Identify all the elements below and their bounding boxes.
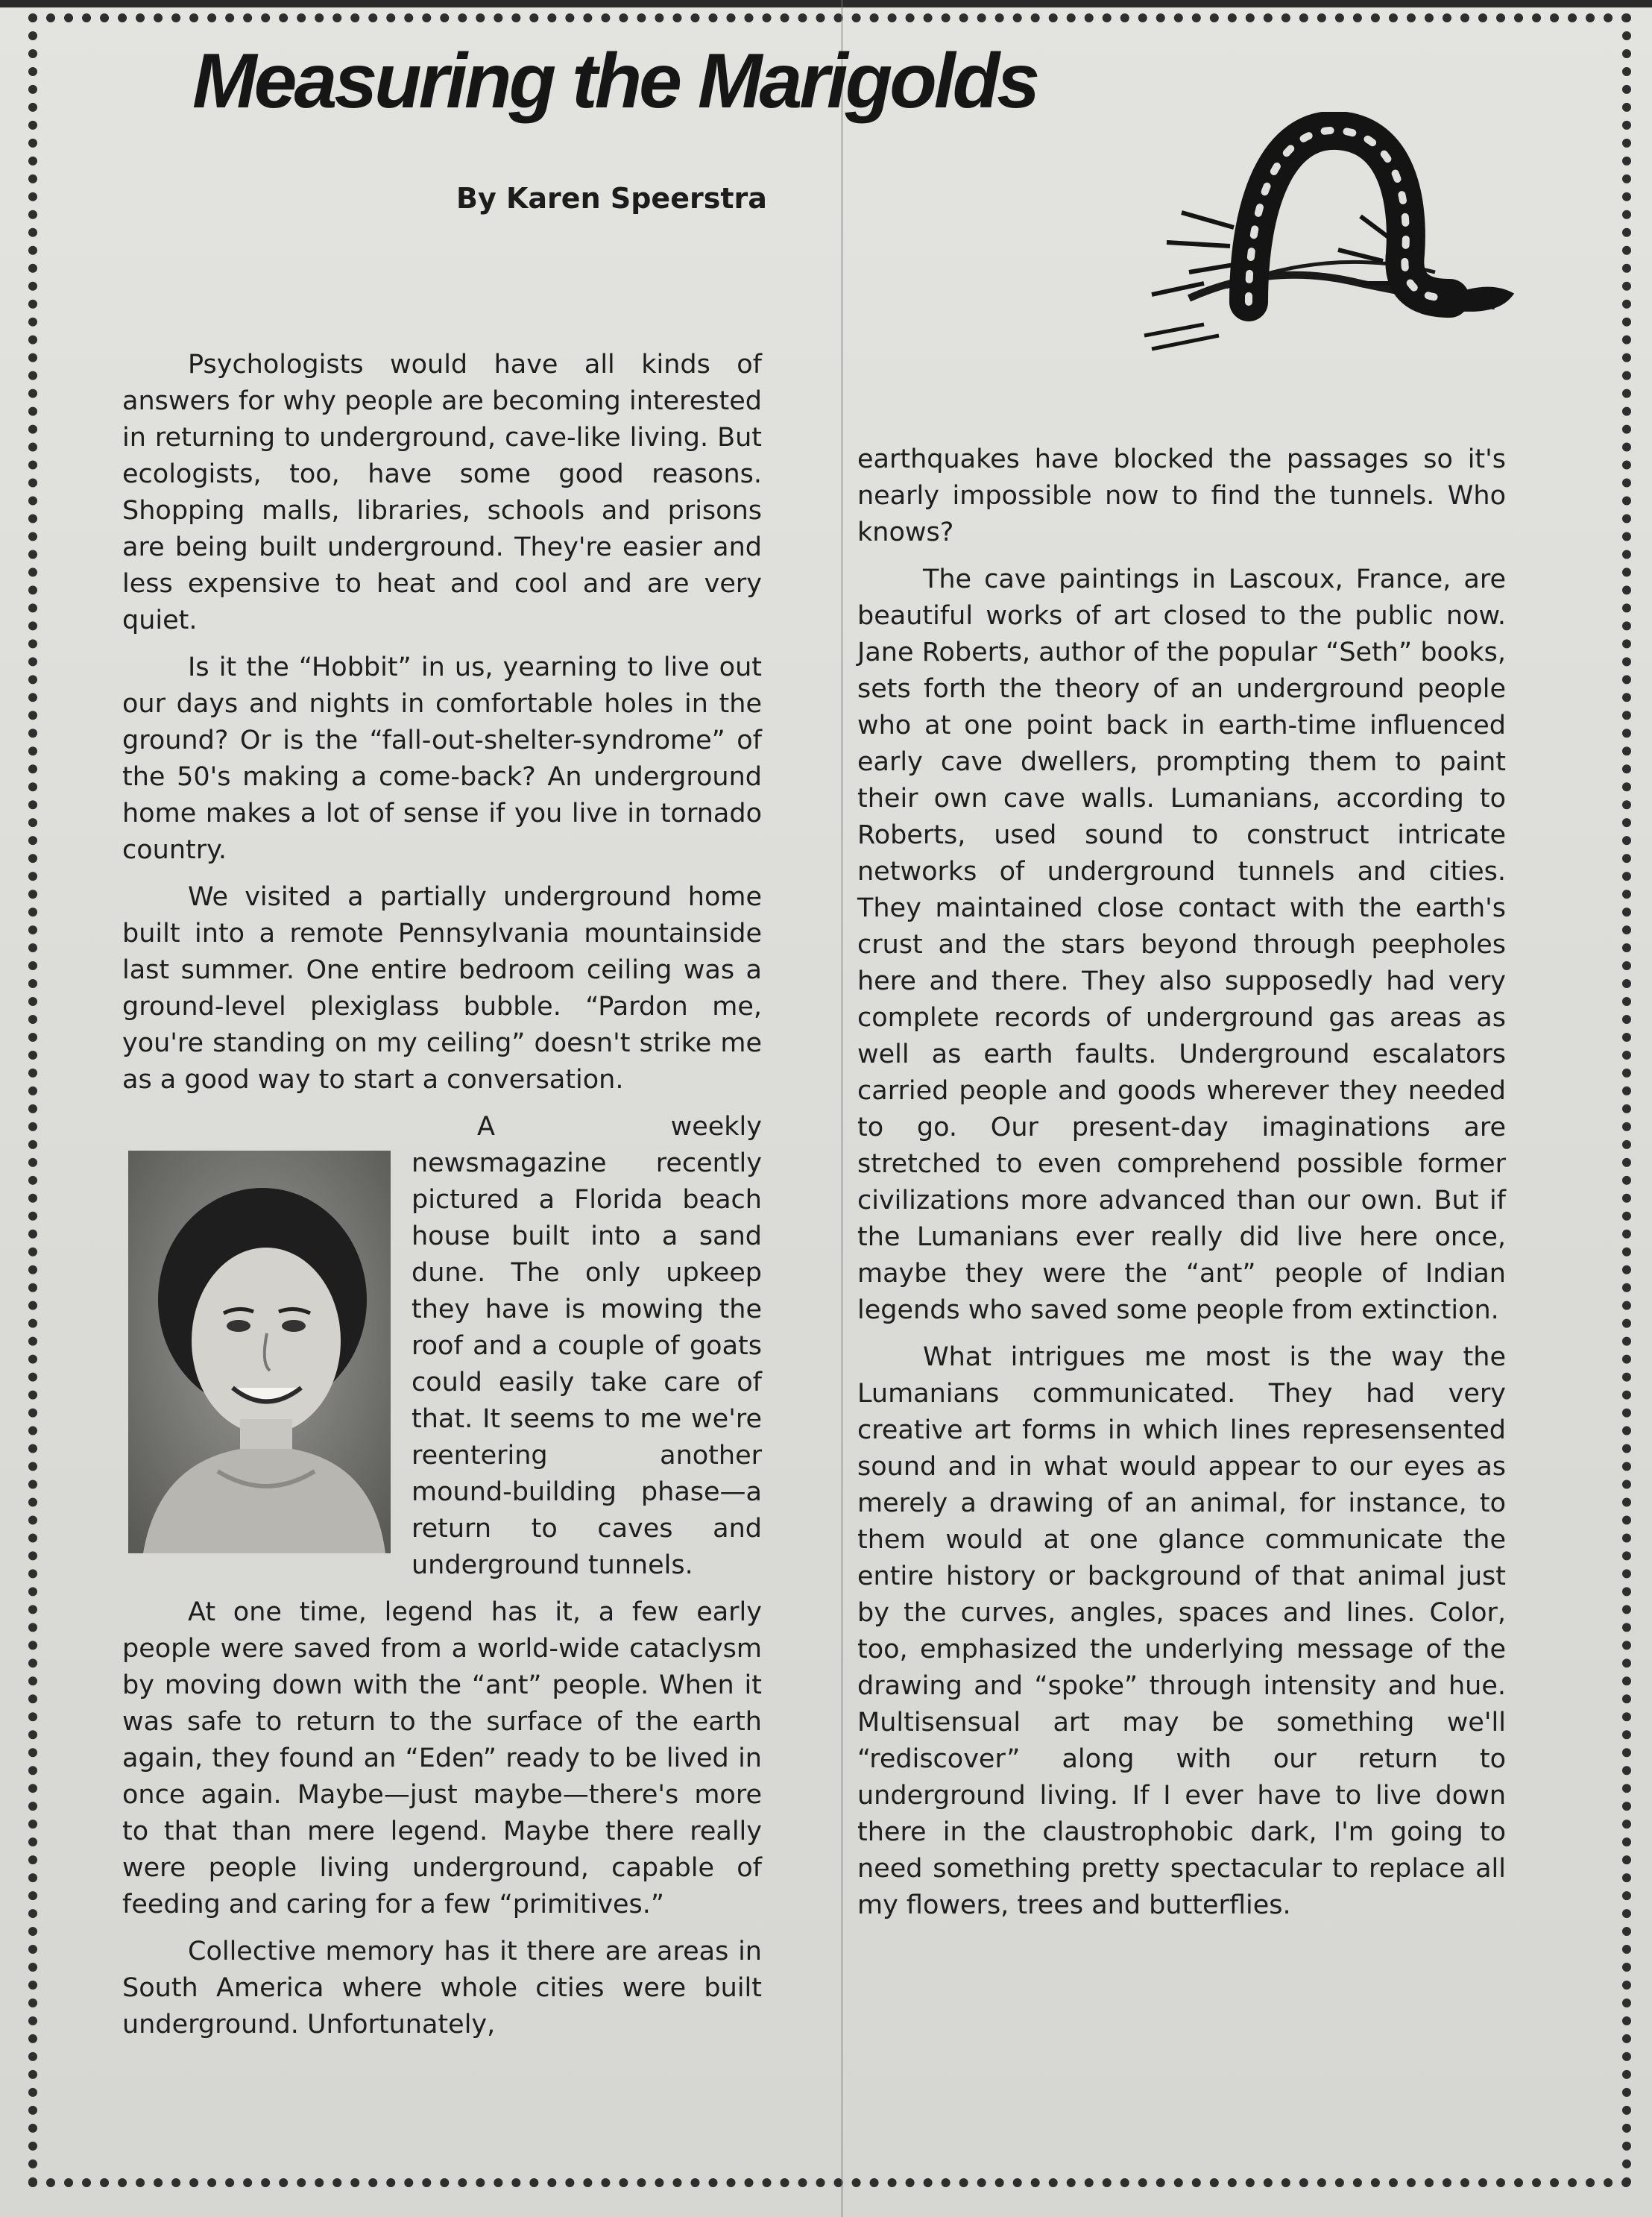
- article-title: Measuring the Marigolds: [192, 38, 1038, 125]
- article-byline: By Karen Speerstra: [456, 182, 767, 215]
- left-column: [122, 347, 762, 2054]
- paragraph: Is it the “Hobbit” in us, yearning to live out our days and nights in comfortable holes in the ground? Or is the “fall-out-shelter-syndrome” of the 50's making a come-back? An underground home makes a lot of sense if you live in tornado country.: [122, 652, 762, 865]
- paragraph: At one time, legend has it, a few early people were saved from a world-wide cataclysm by moving down with the “ant” people. When it was safe to return to the surface of the earth again, they found an “Eden” ready to be lived in once again. Maybe—just maybe—there's more to that than mere legend. Maybe there really were people living underground, capable of feeding and caring for a few “primitives.”: [122, 1597, 762, 1919]
- ant-icon: [1137, 112, 1525, 358]
- paragraph: The cave paintings in Lascoux, France, are beautiful works of art closed to the public now. Jane Roberts, author of the popular “Seth” books, sets forth the theory of an underground people who at one point back in earth-time influenced early cave dwellers, prompting them to paint their own cave walls. Lumanians, according to Roberts, used sound to construct intricate networks of underground tunnels and cities. They maintained close contact with the earth's crust and the stars beyond through peepholes here and there. They also supposedly had very complete records of underground gas areas as well as earth faults. Underground escalators carried people and goods wherever they needed to go. Our present-day imaginations are stretched to even comprehend possible former civilizations more advanced than our own. But if the Lumanians ever really did live here once, maybe they were the “ant” people of Indian legends who saved some people from extinction.: [857, 565, 1506, 1325]
- paragraph: A weekly newsmagazine recently pictured a Florida beach house built into a sand dune. The only upkeep they have is mowing the roof and a couple of goats could easily take care of that. It seems to me we're reentering another mound-building phase—a return to caves and underground tunnels.: [412, 1112, 762, 1580]
- top-rule: [0, 0, 1652, 7]
- paragraph: earthquakes have blocked the passages so it's nearly impossible now to find the tunnels. Who knows?: [857, 444, 1506, 547]
- paragraph: What intrigues me most is the way the Lumanians communicated. They had very creative art forms in which lines represensented sound and in what would appear to our eyes as merely a drawing of an animal, for instance, to them would at one glance communicate the entire history or background of that animal just by the curves, angles, spaces and lines. Color, too, emphasized the underlying message of the drawing and “spoke” through intensity and hue. Multisensual art may be something we'll “rediscover” along with our return to underground living. If I ever have to live down there in the claustrophobic dark, I'm going to need something pretty spectacular to replace all my flowers, trees and butterflies.: [857, 1342, 1506, 1920]
- portrait-photo: [128, 1151, 391, 1553]
- paragraph: We visited a partially underground home built into a remote Pennsylvania mountainside last summer. One entire bedroom ceiling was a ground-level plexiglass bubble. “Pardon me, you're standing on my ceiling” doesn't strike me as a good way to start a conversation.: [122, 882, 762, 1095]
- paragraph: Collective memory has it there are areas in South America where whole cities were built underground. Unfortunately,: [122, 1937, 762, 2040]
- right-column: [857, 441, 1506, 1934]
- paragraph: Psychologists would have all kinds of answers for why people are becoming interested in returning to underground, cave-like living. But ecologists, too, have some good reasons. Shopping malls, libraries, schools and prisons are being built underground. They're easier and less expensive to heat and cool and are very quiet.: [122, 350, 762, 635]
- page-fold-line: [841, 0, 843, 2217]
